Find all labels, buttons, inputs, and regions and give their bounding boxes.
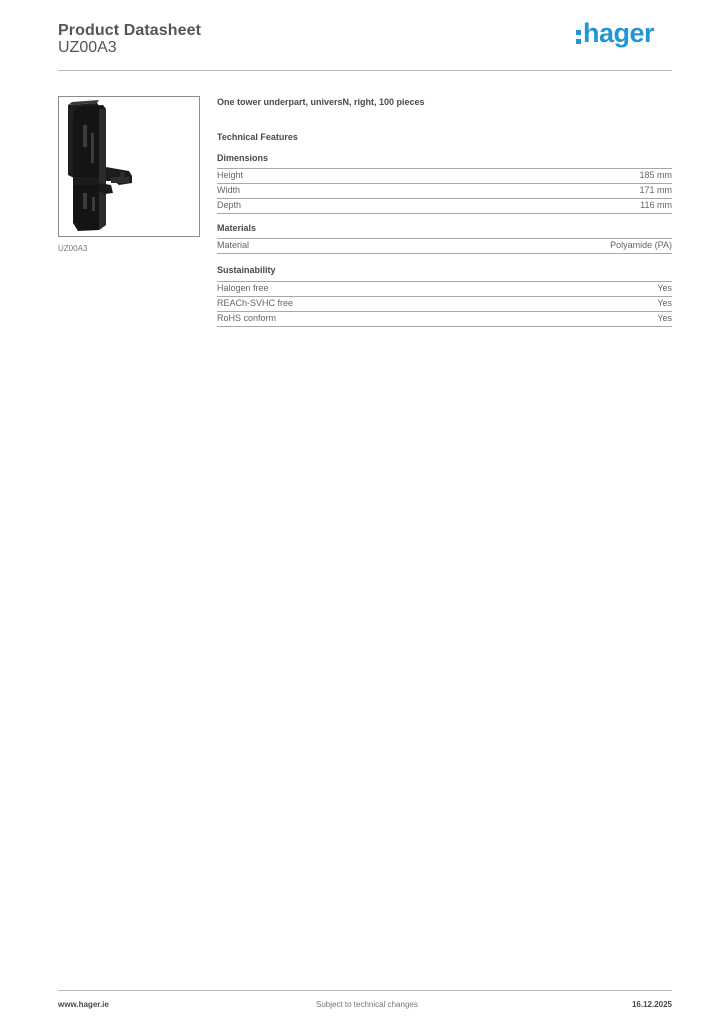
feature-label: Halogen free bbox=[217, 283, 269, 293]
product-code: UZ00A3 bbox=[58, 39, 117, 56]
feature-label: Height bbox=[217, 170, 244, 180]
section-title: Materials bbox=[217, 223, 257, 233]
section-title: Dimensions bbox=[217, 153, 269, 163]
feature-row bbox=[217, 169, 672, 184]
document-title: Product Datasheet bbox=[58, 22, 202, 39]
feature-row bbox=[217, 297, 672, 312]
feature-value: 116 mm bbox=[640, 200, 672, 210]
materials-section bbox=[217, 223, 672, 254]
feature-label: REACh-SVHC free bbox=[217, 298, 294, 308]
feature-row bbox=[217, 199, 672, 214]
feature-label: Depth bbox=[217, 200, 242, 210]
feature-row bbox=[217, 239, 672, 254]
product-image-frame bbox=[58, 96, 200, 237]
feature-value: 171 mm bbox=[639, 185, 672, 195]
feature-value: Polyamide (PA) bbox=[610, 240, 672, 250]
feature-row bbox=[217, 282, 672, 297]
feature-label: Width bbox=[217, 185, 241, 195]
feature-label: RoHS conform bbox=[217, 313, 277, 323]
logo-dots-icon bbox=[576, 30, 581, 44]
feature-row bbox=[217, 312, 672, 327]
feature-value: 185 mm bbox=[639, 170, 672, 180]
website-link[interactable]: www.hager.ie bbox=[58, 1000, 109, 1009]
feature-value: Yes bbox=[657, 313, 672, 323]
feature-value: Yes bbox=[657, 298, 672, 308]
product-details bbox=[217, 96, 672, 327]
dimensions-section bbox=[217, 153, 672, 214]
technical-features-heading: Technical Features bbox=[217, 132, 298, 142]
page-header bbox=[58, 20, 672, 71]
footer-date: 16.12.2025 bbox=[631, 1000, 672, 1009]
hager-logo bbox=[576, 18, 654, 49]
feature-label: Material bbox=[217, 240, 250, 250]
feature-row bbox=[217, 184, 672, 199]
sustainability-section bbox=[217, 265, 672, 327]
product-description: One tower underpart, universN, right, 100 pieces bbox=[217, 97, 425, 107]
logo-text: hager bbox=[582, 18, 654, 48]
image-caption: UZ00A3 bbox=[58, 244, 88, 253]
section-title: Sustainability bbox=[217, 265, 276, 275]
page-footer bbox=[58, 990, 672, 1011]
footer-notice: Subject to technical changes bbox=[316, 1000, 418, 1009]
product-image bbox=[59, 97, 199, 236]
feature-value: Yes bbox=[657, 283, 672, 293]
